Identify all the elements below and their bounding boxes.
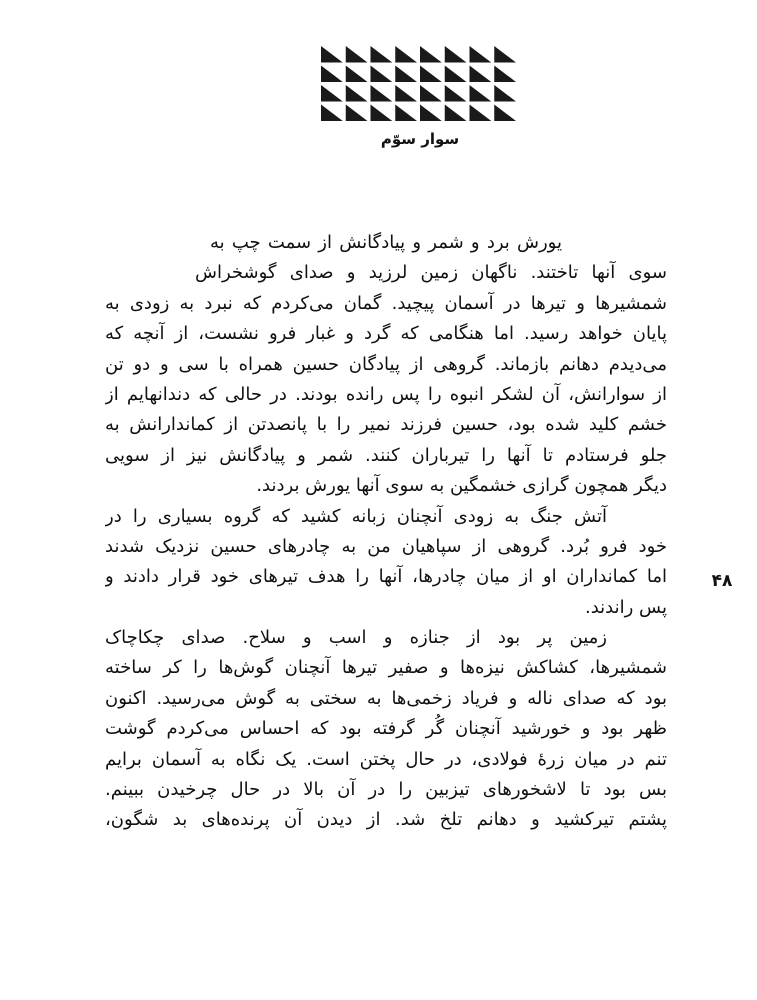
- chapter-title: سوار سوّم: [380, 130, 460, 148]
- ornament-triangle: [445, 85, 467, 102]
- text-line: شمشیرها، کشاکش نیزه‌ها و صفیر تیرها آنچنان گوش‌ها را کر ساخته: [105, 657, 667, 679]
- ornament-triangle: [321, 85, 343, 102]
- ornament-triangle: [346, 66, 368, 83]
- ornament-triangle: [395, 105, 417, 122]
- ornament-triangle: [371, 85, 393, 102]
- text-line: پس راندند.: [584, 596, 667, 618]
- text-line: خشم کلید شده بود، حسین فرزند نمیر را با پانصدتن از کماندارانش به: [105, 414, 667, 436]
- text-line: بود که صدای ناله و فریاد زخمی‌ها به سختی به گوش می‌رسید. اکنون: [105, 687, 667, 709]
- ornament-triangle: [445, 46, 467, 63]
- ornament-triangle: [445, 66, 467, 83]
- ornament-triangle: [445, 105, 467, 122]
- ornament-triangle: [420, 66, 442, 83]
- ornament-triangle: [494, 46, 516, 63]
- text-line: سوی آنها تاختند. ناگهان زمین لرزید و صدای گوشخراش: [195, 262, 667, 284]
- ornament-triangle: [346, 105, 368, 122]
- text-line: پایان خواهد رسید. اما هنگامی که گرد و غبار فرو نشست، از آنچه که: [105, 323, 667, 345]
- text-line: ظهر بود و خورشید آنچنان گُر گرفته بود که احساس می‌کردم گوشت: [105, 718, 667, 740]
- text-line: زمین پر بود از جنازه و اسب و سلاح. صدای چکاچاک: [105, 627, 607, 649]
- ornament-triangle: [494, 105, 516, 122]
- ornament-triangle: [395, 66, 417, 83]
- ornament-triangle: [321, 46, 343, 63]
- ornament-triangle: [395, 85, 417, 102]
- ornament-triangle: [420, 46, 442, 63]
- ornament-triangle: [494, 66, 516, 83]
- ornament-triangle: [470, 66, 492, 83]
- text-line: می‌دیدم دهانم بازماند. گروهی از پیادگان حسین همراه با سی و دو تن: [105, 353, 667, 375]
- text-line: پشتم تیرکشید و دهانم تلخ شد. از دیدن آن پرنده‌های بد شگون،: [105, 809, 667, 831]
- triangle-pattern-ornament-icon: [320, 44, 518, 122]
- text-line: یورش برد و شمر و پیادگانش از سمت چپ به: [210, 232, 562, 253]
- ornament-triangle: [420, 85, 442, 102]
- text-line: شمشیرها و تیرها در آسمان پیچید. گمان می‌کردم که نبرد به زودی به: [105, 292, 667, 314]
- text-line: اما کمانداران او از میان چادرها، آنها را هدف تیرهای خود قرار دادند و: [105, 566, 667, 588]
- text-line: از سوارانش، آن لشکر انبوه را پس رانده بودند. در حالی که دندانهایم از: [105, 383, 667, 405]
- ornament-triangle: [346, 46, 368, 63]
- ornament-triangle: [371, 105, 393, 122]
- text-line: دیگر همچون گرازی خشمگین به سوی آنها یورش بردند.: [256, 475, 667, 497]
- text-line: آتش جنگ به زودی آنچنان زبانه کشید که گروه بسیاری را در: [105, 505, 607, 527]
- ornament-triangle: [371, 46, 393, 63]
- text-line: بس بود تا لاشخورهای تیزبین را در آن بالا در حال چرخیدن ببینم.: [105, 779, 667, 801]
- ornament-triangle: [346, 85, 368, 102]
- text-line: جلو فرستادم تا آنها را تیرباران کنند. شمر و پیادگانش نیز از سویی: [105, 444, 667, 466]
- ornament-triangle: [420, 105, 442, 122]
- ornament-triangle: [494, 85, 516, 102]
- ornament-triangle: [470, 85, 492, 102]
- text-line: تنم در میان زرهٔ فولادی، در حال پختن است. یک نگاه به آسمان برایم: [105, 748, 667, 770]
- ornament-triangle: [395, 46, 417, 63]
- page-number: ۴۸: [711, 571, 733, 591]
- ornament-triangle: [371, 66, 393, 83]
- body-text: [105, 228, 667, 836]
- ornament-triangle: [321, 66, 343, 83]
- ornament-triangle: [470, 105, 492, 122]
- ornament-triangle: [470, 46, 492, 63]
- text-line: خود فرو بُرد. گروهی از سپاهیان من به چادرهای حسین نزدیک شدند: [105, 535, 667, 557]
- ornament-triangle: [321, 105, 343, 122]
